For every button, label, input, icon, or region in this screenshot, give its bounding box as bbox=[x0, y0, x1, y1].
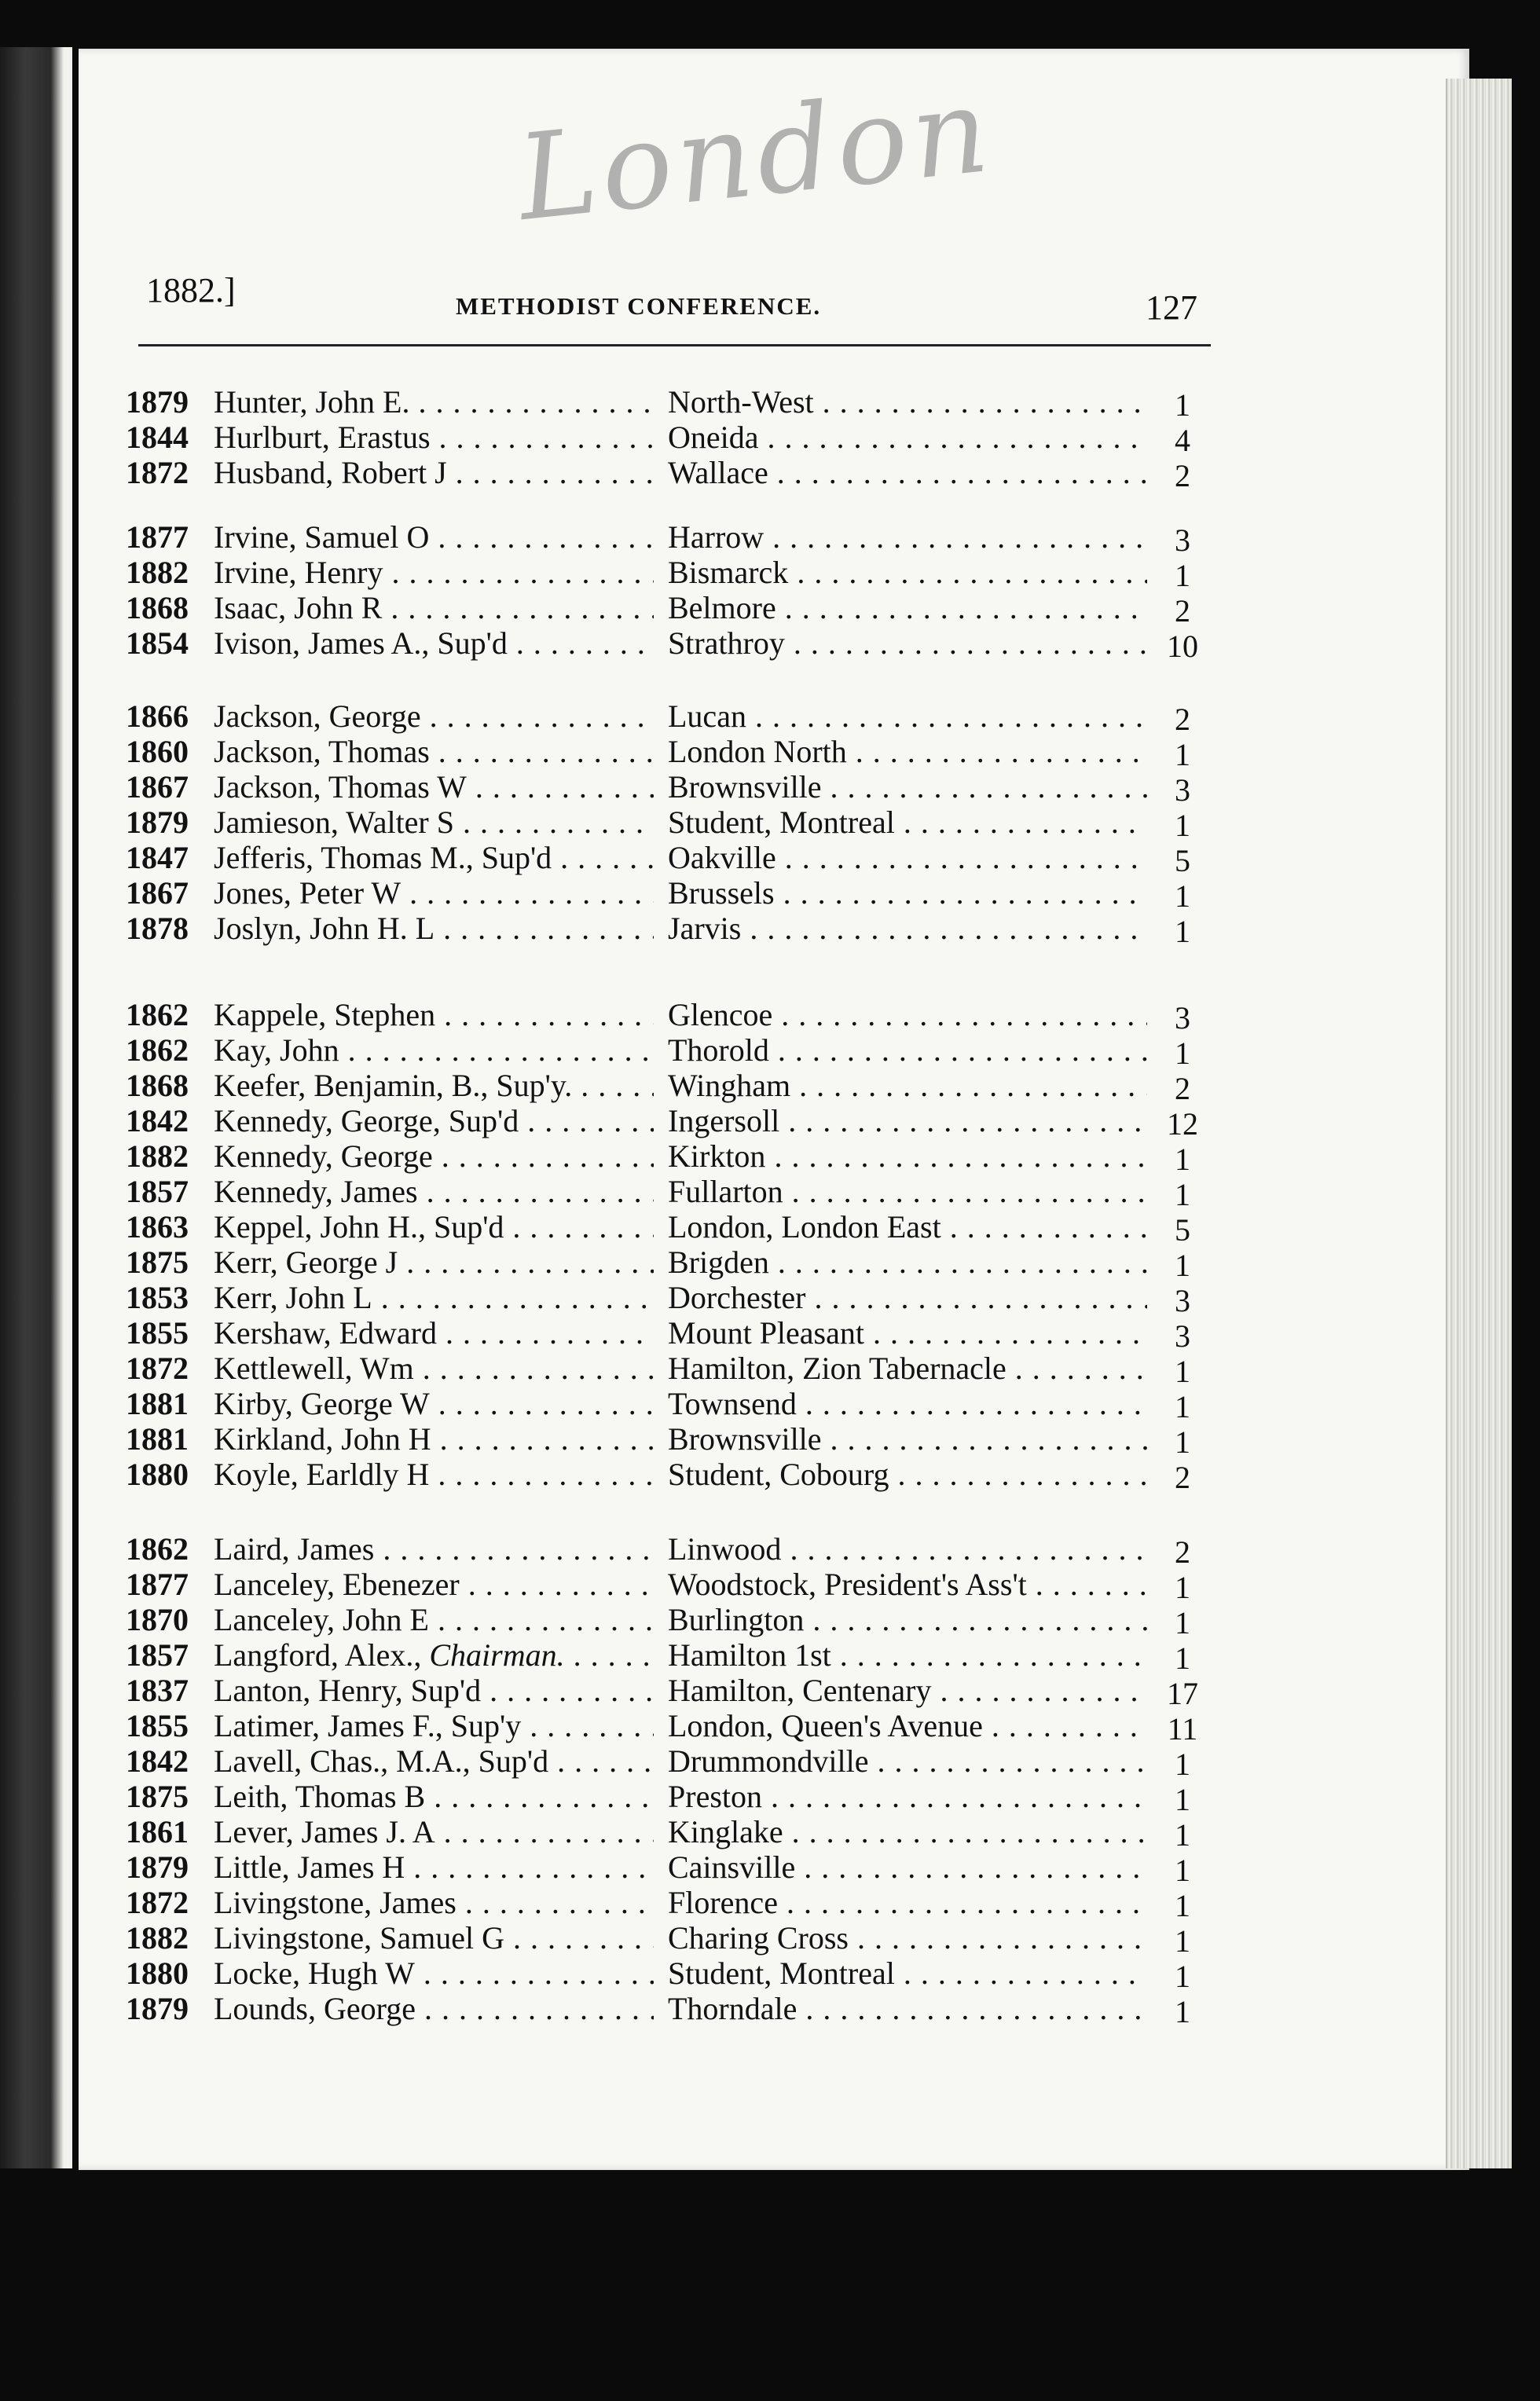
entry-year: 1866 bbox=[126, 698, 189, 734]
entry-name-cell bbox=[214, 1244, 654, 1281]
entry-station-cell bbox=[668, 1350, 1147, 1387]
entry-name-cell bbox=[214, 1955, 654, 1992]
entry-station: Student, Montreal bbox=[668, 805, 895, 840]
entry-station: Thorold bbox=[668, 1032, 769, 1068]
entry-station: Bismarck bbox=[668, 555, 789, 590]
entry-name-cell bbox=[214, 383, 654, 421]
entry-station-cell bbox=[668, 1385, 1147, 1423]
list-item bbox=[126, 839, 1226, 877]
entry-name: Ivison, James A., Sup'd bbox=[214, 625, 508, 661]
entry-years-count: 1 bbox=[1175, 1782, 1190, 1817]
entry-name: Lounds, George bbox=[214, 1991, 416, 2026]
entry-year: 1863 bbox=[126, 1209, 189, 1244]
entry-station: Charing Cross bbox=[668, 1920, 849, 1956]
entry-year: 1872 bbox=[126, 455, 189, 490]
list-item bbox=[126, 1279, 1226, 1317]
entry-year: 1857 bbox=[126, 1637, 189, 1673]
entry-name-cell bbox=[214, 1778, 654, 1816]
entry-years-count: 1 bbox=[1175, 1036, 1190, 1071]
entry-name: Langford, Alex., bbox=[214, 1637, 422, 1673]
entry-station-cell bbox=[668, 804, 1147, 841]
list-item bbox=[126, 733, 1226, 771]
entry-year: 1847 bbox=[126, 840, 189, 875]
entry-year: 1878 bbox=[126, 911, 189, 946]
entry-year: 1879 bbox=[126, 1991, 189, 2026]
entry-year: 1881 bbox=[126, 1386, 189, 1421]
entry-station: North-West bbox=[668, 384, 814, 420]
entry-name: Jackson, Thomas W bbox=[214, 769, 467, 805]
entry-station-cell bbox=[668, 1102, 1147, 1140]
entry-station: Hamilton 1st bbox=[668, 1637, 831, 1673]
entry-station: Lucan bbox=[668, 698, 746, 734]
entry-years-count: 1 bbox=[1175, 387, 1190, 423]
entry-station: Strathroy bbox=[668, 625, 785, 661]
entry-name: Kennedy, James bbox=[214, 1174, 418, 1209]
entry-year: 1867 bbox=[126, 769, 189, 805]
entry-name: Lanceley, John E bbox=[214, 1602, 429, 1637]
list-item bbox=[126, 996, 1226, 1034]
entry-station-cell bbox=[668, 1173, 1147, 1211]
entry-name-cell bbox=[214, 1813, 654, 1851]
entry-name-cell bbox=[214, 1884, 654, 1922]
entry-years-count: 2 bbox=[1175, 593, 1190, 629]
entry-name: Hurlburt, Erastus bbox=[214, 420, 431, 455]
list-item bbox=[126, 1778, 1226, 1816]
entry-years-count: 5 bbox=[1175, 1212, 1190, 1248]
entry-station-cell bbox=[668, 839, 1147, 877]
entry-name: Kirby, George W bbox=[214, 1386, 430, 1421]
entry-years-count: 3 bbox=[1175, 772, 1190, 808]
entry-name: Kappele, Stephen bbox=[214, 997, 436, 1032]
entry-station-cell bbox=[668, 454, 1147, 492]
entry-year: 1854 bbox=[126, 625, 189, 661]
entry-years-count: 1 bbox=[1175, 737, 1190, 772]
list-item bbox=[126, 383, 1226, 421]
entry-station: London, Queen's Avenue bbox=[668, 1708, 983, 1743]
entry-years-count: 4 bbox=[1175, 423, 1190, 458]
entry-years-count: 2 bbox=[1175, 458, 1190, 493]
entry-station: Townsend bbox=[668, 1386, 797, 1421]
entry-name: Kirkland, John H bbox=[214, 1421, 431, 1457]
entry-name: Jackson, Thomas bbox=[214, 734, 430, 769]
list-item bbox=[126, 1813, 1226, 1851]
entry-station: Jarvis bbox=[668, 911, 742, 946]
entry-station-cell bbox=[668, 1707, 1147, 1745]
entry-name: Kerr, George J bbox=[214, 1244, 398, 1280]
entry-year: 1862 bbox=[126, 1531, 189, 1567]
entry-years-count: 1 bbox=[1175, 558, 1190, 593]
entry-name-cell bbox=[214, 519, 654, 556]
entry-name: Laird, James bbox=[214, 1531, 375, 1567]
entry-year: 1875 bbox=[126, 1779, 189, 1814]
entry-years-count: 10 bbox=[1167, 629, 1198, 664]
entry-name: Livingstone, James bbox=[214, 1885, 456, 1920]
entry-name: Keppel, John H., Sup'd bbox=[214, 1209, 504, 1244]
entry-name-cell bbox=[214, 1601, 654, 1639]
list-item bbox=[126, 1637, 1226, 1674]
entry-years-count: 3 bbox=[1175, 1000, 1190, 1036]
entry-station: Woodstock, President's Ass't bbox=[668, 1567, 1027, 1602]
entry-year: 1855 bbox=[126, 1315, 189, 1351]
entry-name-cell bbox=[214, 1420, 654, 1458]
list-item bbox=[126, 1244, 1226, 1281]
entry-name: Kennedy, George bbox=[214, 1138, 433, 1174]
entry-station: Burlington bbox=[668, 1602, 805, 1637]
list-item bbox=[126, 1350, 1226, 1387]
entry-station: Glencoe bbox=[668, 997, 773, 1032]
entry-name-cell bbox=[214, 1208, 654, 1246]
entry-name-cell bbox=[214, 1530, 654, 1568]
entry-years-count: 1 bbox=[1175, 1817, 1190, 1853]
entry-years-count: 1 bbox=[1175, 1994, 1190, 2029]
entry-station-cell bbox=[668, 1813, 1147, 1851]
entry-station: Belmore bbox=[668, 590, 776, 625]
entry-station-cell bbox=[668, 1955, 1147, 1992]
entry-station: Thorndale bbox=[668, 1991, 798, 2026]
entry-year: 1879 bbox=[126, 384, 189, 420]
entry-year: 1881 bbox=[126, 1421, 189, 1457]
list-item bbox=[126, 519, 1226, 556]
entry-station: Linwood bbox=[668, 1531, 782, 1567]
entry-name: Latimer, James F., Sup'y bbox=[214, 1708, 522, 1743]
entry-year: 1862 bbox=[126, 1032, 189, 1068]
entry-station: Student, Cobourg bbox=[668, 1457, 889, 1492]
entry-year: 1877 bbox=[126, 1567, 189, 1602]
entry-station: Florence bbox=[668, 1885, 778, 1920]
entry-years-count: 1 bbox=[1175, 1640, 1190, 1676]
entry-years-count: 3 bbox=[1175, 1318, 1190, 1354]
entry-name: Joslyn, John H. L bbox=[214, 911, 435, 946]
entry-name-cell bbox=[214, 1173, 654, 1211]
entry-year: 1880 bbox=[126, 1457, 189, 1492]
entry-years-count: 2 bbox=[1175, 702, 1190, 737]
entry-station: Brownsville bbox=[668, 769, 822, 805]
entry-station: Hamilton, Centenary bbox=[668, 1673, 932, 1708]
entry-name-cell bbox=[214, 804, 654, 841]
entry-name-cell bbox=[214, 1672, 654, 1710]
entry-station-cell bbox=[668, 1208, 1147, 1246]
entry-name-cell bbox=[214, 1637, 654, 1674]
list-item bbox=[126, 454, 1226, 492]
entry-year: 1877 bbox=[126, 519, 189, 555]
entry-station-cell bbox=[668, 554, 1147, 592]
entry-station-cell bbox=[668, 383, 1147, 421]
entry-station-cell bbox=[668, 996, 1147, 1034]
entry-years-count: 1 bbox=[1175, 914, 1190, 949]
entry-station-cell bbox=[668, 1244, 1147, 1281]
entry-year: 1882 bbox=[126, 555, 189, 590]
entry-name: Kerr, John L bbox=[214, 1280, 372, 1315]
entry-year: 1867 bbox=[126, 875, 189, 911]
entry-station-cell bbox=[668, 1637, 1147, 1674]
entry-name-cell bbox=[214, 1102, 654, 1140]
entry-station: Kinglake bbox=[668, 1814, 783, 1849]
entry-name-cell bbox=[214, 1743, 654, 1780]
entry-station-cell bbox=[668, 1672, 1147, 1710]
entry-name-cell bbox=[214, 589, 654, 627]
list-item bbox=[126, 1530, 1226, 1568]
entry-year: 1853 bbox=[126, 1280, 189, 1315]
entry-station-cell bbox=[668, 625, 1147, 662]
entry-station-cell bbox=[668, 1456, 1147, 1494]
entry-years-count: 1 bbox=[1175, 1142, 1190, 1177]
list-item bbox=[126, 804, 1226, 841]
entry-station-cell bbox=[668, 1420, 1147, 1458]
entry-name-cell bbox=[214, 1919, 654, 1957]
list-item bbox=[126, 589, 1226, 627]
entry-year: 1861 bbox=[126, 1814, 189, 1849]
entry-year: 1868 bbox=[126, 1068, 189, 1103]
entry-name: Kay, John bbox=[214, 1032, 339, 1068]
list-item bbox=[126, 768, 1226, 806]
entry-year: 1842 bbox=[126, 1743, 189, 1779]
entry-station: Harrow bbox=[668, 519, 764, 555]
entry-station-cell bbox=[668, 1919, 1147, 1957]
entry-year: 1837 bbox=[126, 1673, 189, 1708]
handwritten-note: London bbox=[512, 61, 999, 247]
entry-station: London North bbox=[668, 734, 847, 769]
list-item bbox=[126, 874, 1226, 912]
entry-name: Lever, James J. A bbox=[214, 1814, 435, 1849]
entry-station: Wingham bbox=[668, 1068, 791, 1103]
entry-station: London, London East bbox=[668, 1209, 941, 1244]
list-item bbox=[126, 1672, 1226, 1710]
entry-name-cell bbox=[214, 698, 654, 735]
entry-name: Locke, Hugh W bbox=[214, 1956, 415, 1991]
entry-name: Jefferis, Thomas M., Sup'd bbox=[214, 840, 552, 875]
entry-year: 1855 bbox=[126, 1708, 189, 1743]
entry-name: Livingstone, Samuel G bbox=[214, 1920, 504, 1956]
list-item bbox=[126, 1884, 1226, 1922]
entry-year: 1875 bbox=[126, 1244, 189, 1280]
entry-station-cell bbox=[668, 1566, 1147, 1604]
entry-name: Jackson, George bbox=[214, 698, 421, 734]
entry-year: 1882 bbox=[126, 1138, 189, 1174]
entry-years-count: 1 bbox=[1175, 878, 1190, 914]
entry-station-cell bbox=[668, 910, 1147, 948]
entry-station: Cainsville bbox=[668, 1849, 796, 1885]
list-item bbox=[126, 625, 1226, 662]
entry-station-cell bbox=[668, 768, 1147, 806]
list-item bbox=[126, 1919, 1226, 1957]
entry-name: Husband, Robert J bbox=[214, 455, 447, 490]
entry-name: Lavell, Chas., M.A., Sup'd bbox=[214, 1743, 549, 1779]
list-item bbox=[126, 910, 1226, 948]
entry-station: Oneida bbox=[668, 420, 759, 455]
entry-name: Little, James H bbox=[214, 1849, 405, 1885]
entry-station-cell bbox=[668, 1849, 1147, 1886]
entry-name-cell bbox=[214, 419, 654, 456]
entry-station-cell bbox=[668, 1884, 1147, 1922]
entry-name: Kershaw, Edward bbox=[214, 1315, 437, 1351]
entry-station-cell bbox=[668, 1778, 1147, 1816]
entry-years-count: 2 bbox=[1175, 1071, 1190, 1106]
entry-years-count: 1 bbox=[1175, 1747, 1190, 1782]
entry-station-cell bbox=[668, 519, 1147, 556]
entry-years-count: 1 bbox=[1175, 1248, 1190, 1283]
entry-station-cell bbox=[668, 1530, 1147, 1568]
entry-name-cell bbox=[214, 768, 654, 806]
entry-years-count: 1 bbox=[1175, 1424, 1190, 1460]
entry-years-count: 2 bbox=[1175, 1460, 1190, 1495]
entry-name: Lanceley, Ebenezer bbox=[214, 1567, 460, 1602]
entry-station-cell bbox=[668, 589, 1147, 627]
entry-station: Dorchester bbox=[668, 1280, 806, 1315]
entry-years-count: 1 bbox=[1175, 808, 1190, 843]
list-item bbox=[126, 1032, 1226, 1069]
entry-year: 1879 bbox=[126, 1849, 189, 1885]
entry-station: Wallace bbox=[668, 455, 768, 490]
list-item bbox=[126, 698, 1226, 735]
entry-name: Irvine, Henry bbox=[214, 555, 383, 590]
entry-name: Kennedy, George, Sup'd bbox=[214, 1103, 519, 1138]
header-year: 1882.] bbox=[146, 271, 236, 310]
entry-name-cell bbox=[214, 1849, 654, 1886]
entry-station-cell bbox=[668, 698, 1147, 735]
entry-station-cell bbox=[668, 1279, 1147, 1317]
entry-name-cell bbox=[214, 1067, 654, 1105]
entry-year: 1860 bbox=[126, 734, 189, 769]
entry-name-title: Chairman. bbox=[429, 1637, 565, 1673]
entry-station: Brigden bbox=[668, 1244, 769, 1280]
entry-year: 1879 bbox=[126, 805, 189, 840]
entry-station-cell bbox=[668, 1743, 1147, 1780]
list-item bbox=[126, 1566, 1226, 1604]
list-item bbox=[126, 1208, 1226, 1246]
entry-name: Isaac, John R bbox=[214, 590, 383, 625]
list-item bbox=[126, 1314, 1226, 1352]
entry-station: Preston bbox=[668, 1779, 762, 1814]
entry-name-cell bbox=[214, 1032, 654, 1069]
entry-years-count: 3 bbox=[1175, 522, 1190, 558]
entry-name: Lanton, Henry, Sup'd bbox=[214, 1673, 482, 1708]
entry-year: 1872 bbox=[126, 1885, 189, 1920]
entry-station-cell bbox=[668, 419, 1147, 456]
entry-years-count: 3 bbox=[1175, 1283, 1190, 1318]
entry-year: 1844 bbox=[126, 420, 189, 455]
list-item bbox=[126, 1067, 1226, 1105]
list-item bbox=[126, 419, 1226, 456]
entry-years-count: 1 bbox=[1175, 1923, 1190, 1959]
entry-station-cell bbox=[668, 1032, 1147, 1069]
entry-station: Drummondville bbox=[668, 1743, 869, 1779]
entry-station: Student, Montreal bbox=[668, 1956, 895, 1991]
entry-years-count: 2 bbox=[1175, 1534, 1190, 1570]
entry-years-count: 12 bbox=[1167, 1106, 1198, 1142]
entry-name-cell bbox=[214, 1385, 654, 1423]
entry-station: Ingersoll bbox=[668, 1103, 780, 1138]
entry-name: Kettlewell, Wm bbox=[214, 1351, 414, 1386]
entry-name-cell bbox=[214, 1990, 654, 2028]
page-number: 127 bbox=[1146, 288, 1197, 327]
entry-name: Keefer, Benjamin, B., Sup'y. bbox=[214, 1068, 573, 1103]
entry-station-cell bbox=[668, 1990, 1147, 2028]
entry-station: Mount Pleasant bbox=[668, 1315, 864, 1351]
entry-station: Fullarton bbox=[668, 1174, 783, 1209]
entry-name-cell bbox=[214, 454, 654, 492]
header-title: METHODIST CONFERENCE. bbox=[456, 292, 822, 320]
entry-years-count: 1 bbox=[1175, 1177, 1190, 1212]
list-item bbox=[126, 1420, 1226, 1458]
entry-year: 1872 bbox=[126, 1351, 189, 1386]
entry-station-cell bbox=[668, 733, 1147, 771]
entry-name: Jamieson, Walter S bbox=[214, 805, 454, 840]
list-item bbox=[126, 1707, 1226, 1745]
list-item bbox=[126, 1743, 1226, 1780]
entry-year: 1880 bbox=[126, 1956, 189, 1991]
list-item bbox=[126, 1385, 1226, 1423]
entry-year: 1868 bbox=[126, 590, 189, 625]
entry-years-count: 5 bbox=[1175, 843, 1190, 878]
list-item bbox=[126, 1849, 1226, 1886]
list-item bbox=[126, 1173, 1226, 1211]
entry-name-cell bbox=[214, 554, 654, 592]
list-item bbox=[126, 1138, 1226, 1175]
entry-name-cell bbox=[214, 910, 654, 948]
list-item bbox=[126, 1102, 1226, 1140]
entry-name: Hunter, John E. bbox=[214, 384, 410, 420]
entry-name-cell bbox=[214, 1279, 654, 1317]
list-item bbox=[126, 1990, 1226, 2028]
entry-years-count: 1 bbox=[1175, 1605, 1190, 1640]
entry-name-cell bbox=[214, 1314, 654, 1352]
entry-years-count: 1 bbox=[1175, 1888, 1190, 1923]
entry-years-count: 1 bbox=[1175, 1853, 1190, 1888]
entry-year: 1842 bbox=[126, 1103, 189, 1138]
entry-name-cell bbox=[214, 1456, 654, 1494]
list-item bbox=[126, 1955, 1226, 1992]
entry-name: Koyle, Earldly H bbox=[214, 1457, 430, 1492]
list-item bbox=[126, 1601, 1226, 1639]
entry-name-cell bbox=[214, 996, 654, 1034]
entry-year: 1862 bbox=[126, 997, 189, 1032]
entry-station-cell bbox=[668, 1138, 1147, 1175]
entry-name-cell bbox=[214, 839, 654, 877]
entry-station-cell bbox=[668, 1314, 1147, 1352]
entry-name-cell bbox=[214, 733, 654, 771]
entry-name-cell bbox=[214, 874, 654, 912]
entry-station: Brussels bbox=[668, 875, 775, 911]
entry-station-cell bbox=[668, 874, 1147, 912]
entry-station: Kirkton bbox=[668, 1138, 766, 1174]
entry-name-cell bbox=[214, 1566, 654, 1604]
entry-name-cell bbox=[214, 625, 654, 662]
entry-year: 1870 bbox=[126, 1602, 189, 1637]
entry-years-count: 11 bbox=[1167, 1711, 1198, 1747]
entry-years-count: 17 bbox=[1167, 1676, 1198, 1711]
entry-station: Oakville bbox=[668, 840, 776, 875]
entry-name: Jones, Peter W bbox=[214, 875, 402, 911]
entry-name: Irvine, Samuel O bbox=[214, 519, 430, 555]
entry-years-count: 1 bbox=[1175, 1570, 1190, 1605]
list-item bbox=[126, 1456, 1226, 1494]
entry-station-cell bbox=[668, 1067, 1147, 1105]
entry-station: Brownsville bbox=[668, 1421, 822, 1457]
entry-name-cell bbox=[214, 1138, 654, 1175]
entry-station: Hamilton, Zion Tabernacle bbox=[668, 1351, 1006, 1386]
entry-year: 1882 bbox=[126, 1920, 189, 1956]
entry-name-cell bbox=[214, 1350, 654, 1387]
entry-years-count: 1 bbox=[1175, 1959, 1190, 1994]
entry-name: Leith, Thomas B bbox=[214, 1779, 426, 1814]
entry-years-count: 1 bbox=[1175, 1389, 1190, 1424]
entry-years-count: 1 bbox=[1175, 1354, 1190, 1389]
entry-station-cell bbox=[668, 1601, 1147, 1639]
entry-name-cell bbox=[214, 1707, 654, 1745]
entry-year: 1857 bbox=[126, 1174, 189, 1209]
list-item bbox=[126, 554, 1226, 592]
